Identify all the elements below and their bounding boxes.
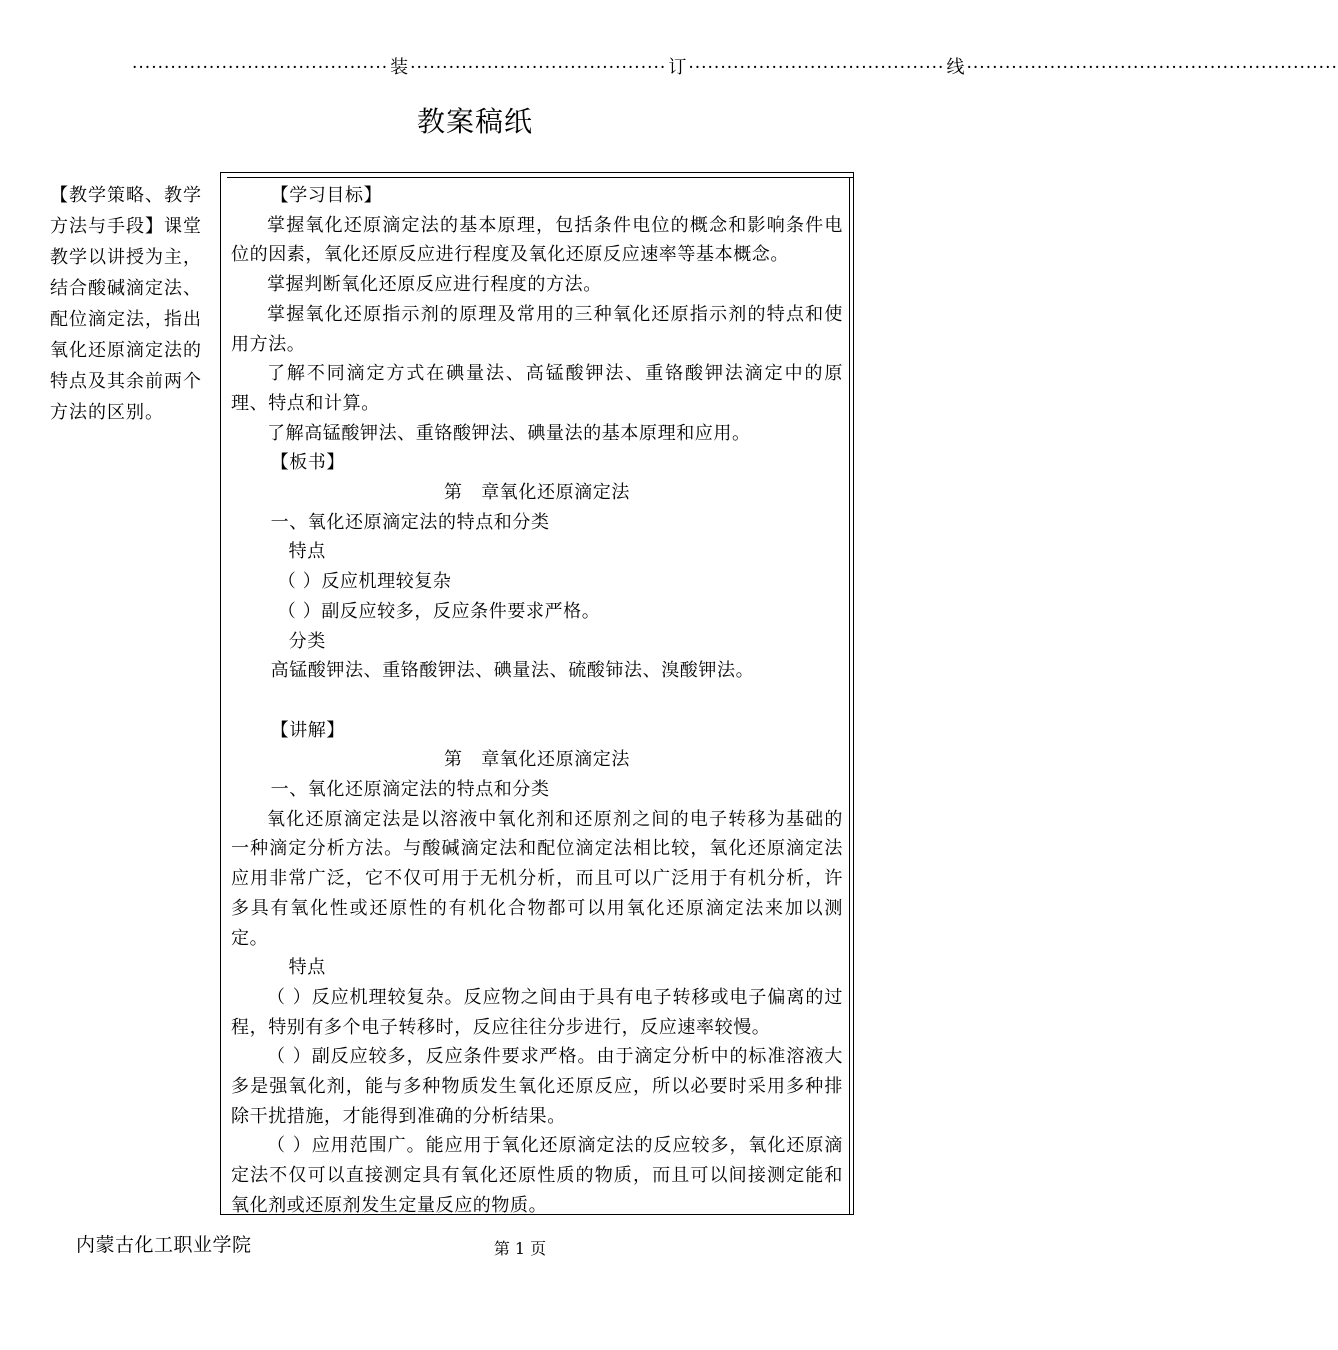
objective-item: 掌握氧化还原滴定法的基本原理，包括条件电位的概念和影响条件电位的因素，氧化还原反应进行程度及氧化还原反应速率等基本概念。 [231,214,843,266]
dotted-rule: ········································ [132,58,389,78]
board-chapter-title: 第 章氧化还原滴定法 [444,482,630,504]
board-features-label: 特点 [288,541,326,563]
dotted-rule: ········································ [688,58,945,78]
page-number: 第 1 页 [493,1239,547,1258]
lecture-section-title: 一、氧化还原滴定法的特点和分类 [270,779,550,801]
binding-line [132,56,1338,80]
lecture-point: （ ）应用范围广。能应用于氧化还原滴定法的反应较多，氧化还原滴定法不仅可以直接测定具有氧化还原性质的物质，而且可以间接测定能和氧化剂或还原剂发生定量反应的物质。 [231,1135,843,1216]
binding-mark-2: 订 [668,57,687,78]
blank-line [231,686,843,716]
lesson-content [231,181,843,1221]
board-feature-item: （ ）副反应较多，反应条件要求严格。 [277,600,601,622]
teaching-strategy-column [50,180,202,428]
lecture-features-label: 特点 [288,957,326,979]
objectives-heading: 【学习目标】 [270,185,383,206]
objective-item: 了解不同滴定方式在碘量法、高锰酸钾法、重铬酸钾法滴定中的原理、特点和计算。 [231,363,843,414]
content-frame [220,172,854,1215]
board-section-title: 一、氧化还原滴定法的特点和分类 [270,511,550,533]
objective-item: 掌握判断氧化还原反应进行程度的方法。 [267,274,602,296]
objective-item: 了解高锰酸钾法、重铬酸钾法、碘量法的基本原理和应用。 [267,422,751,444]
board-feature-item: （ ）反应机理较复杂 [277,571,452,593]
lecture-point: （ ）副反应较多，反应条件要求严格。由于滴定分析中的标准溶液大多是强氧化剂，能与多种物质发生氧化还原反应，所以必要时采用多种排除干扰措施，才能得到准确的分析结果。 [231,1046,843,1127]
binding-mark-1: 装 [390,57,409,78]
dotted-rule: ········································ [410,58,667,78]
lecture-point: （ ）反应机理较复杂。反应物之间由于具有电子转移或电子偏离的过程，特别有多个电子转移时，反应往往分步进行，反应速率较慢。 [231,986,843,1038]
strategy-body: 课堂教学以讲授为主，结合酸碱滴定法、配位滴定法，指出氧化还原滴定法的特点及其余前两个方法的区别。 [50,216,202,423]
board-class-list: 高锰酸钾法、重铬酸钾法、碘量法、硫酸铈法、溴酸钾法。 [270,660,755,682]
board-class-label: 分类 [288,630,326,652]
lecture-intro: 氧化还原滴定法是以溶液中氧化剂和还原剂之间的电子转移为基础的一种滴定分析方法。与酸碱滴定法和配位滴定法相比较，氧化还原滴定法应用非常广泛，它不仅可用于无机分析，而且可以广泛用于有机分析，许多具有氧化性或还原性的有机化合物都可以用氧化还原滴定法来加以测定。 [231,808,843,949]
board-heading: 【板书】 [270,452,345,474]
lecture-chapter-title: 第 章氧化还原滴定法 [444,749,630,771]
strategy-heading: 【教学策略、教学方法与手段】 [50,185,202,237]
lecture-heading: 【讲解】 [270,719,345,741]
binding-mark-3: 线 [946,57,965,78]
institution-name: 内蒙古化工职业学院 [76,1234,252,1256]
dotted-rule: ·························································· [966,58,1338,78]
page-title: 教案稿纸 [416,105,533,138]
objective-item: 掌握氧化还原指示剂的原理及常用的三种氧化还原指示剂的特点和使用方法。 [231,303,843,355]
